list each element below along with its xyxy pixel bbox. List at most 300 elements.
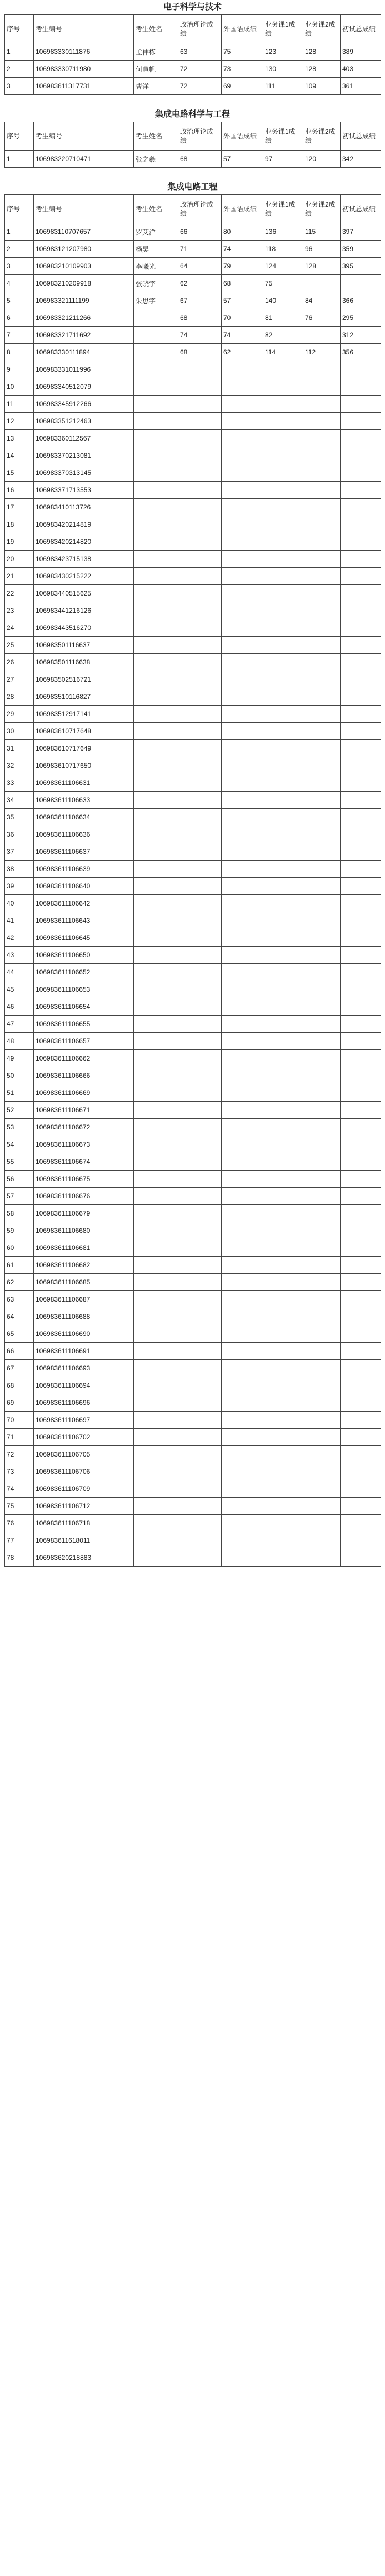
table-cell: 57 [5,1188,34,1205]
table-cell [222,723,263,740]
table-cell [222,1257,263,1274]
table-cell: 73 [5,1463,34,1480]
table-cell [263,861,303,878]
table-row [5,878,381,895]
table-cell [341,1119,381,1136]
table-cell [134,981,178,998]
table-cell [134,1084,178,1102]
table-cell [178,1084,222,1102]
table-cell [341,482,381,499]
table-cell [263,1084,303,1102]
table-cell: 106983610717648 [34,723,134,740]
table-cell: 106983340512079 [34,378,134,396]
table-cell [341,499,381,516]
table-cell [303,1153,341,1171]
table-cell: 8 [5,344,34,361]
table-cell [134,1222,178,1239]
table-cell: 106983321711692 [34,327,134,344]
table-cell [303,464,341,482]
table-cell: 106983611106712 [34,1498,134,1515]
table-cell: 6 [5,309,34,327]
table-cell [263,895,303,912]
table-cell [178,568,222,585]
table-row [5,1360,381,1377]
table-cell [263,1291,303,1308]
table-cell [341,1239,381,1257]
column-header: 外国语成绩 [222,122,263,151]
table-cell [222,1084,263,1102]
table-cell: 130 [263,61,303,78]
table-cell [341,895,381,912]
table-cell [134,1360,178,1377]
table-cell: 35 [5,809,34,826]
table-cell [134,1257,178,1274]
table-cell: 曹洋 [134,78,178,95]
table-cell: 295 [341,309,381,327]
table-cell: 36 [5,826,34,843]
table-cell [178,1171,222,1188]
table-row [5,809,381,826]
table-cell [134,1515,178,1532]
table-cell: 64 [178,258,222,275]
table-cell: 68 [5,1377,34,1394]
table-cell: 66 [5,1343,34,1360]
table-cell [303,1515,341,1532]
table-cell [263,1377,303,1394]
table-cell [263,1446,303,1463]
table-row [5,344,381,361]
table-cell [222,826,263,843]
table-cell [134,1446,178,1463]
table-cell [134,637,178,654]
table-row [5,1446,381,1463]
table-cell [134,895,178,912]
table-cell [341,1498,381,1515]
table-row [5,1480,381,1498]
table-cell: 106983121207980 [34,241,134,258]
table-cell: 18 [5,516,34,533]
table-cell: 37 [5,843,34,861]
table-cell [134,1102,178,1119]
table-cell: 70 [222,309,263,327]
table-cell [222,1033,263,1050]
table-cell: 67 [5,1360,34,1377]
table-cell: 106983611106687 [34,1291,134,1308]
table-row [5,1308,381,1325]
table-cell: 342 [341,151,381,168]
table-cell [134,413,178,430]
table-cell: 72 [178,78,222,95]
table-cell [263,757,303,774]
score-table [4,122,381,168]
table-cell [341,1016,381,1033]
table-cell: 106983610717650 [34,757,134,774]
table-cell [263,1515,303,1532]
table-cell: 22 [5,585,34,602]
table-cell [263,1412,303,1429]
table-row [5,1274,381,1291]
table-cell [303,378,341,396]
table-cell [303,1549,341,1567]
table-cell [341,378,381,396]
table-cell [134,1549,178,1567]
table-row [5,585,381,602]
table-cell [222,447,263,464]
table-cell: 20 [5,551,34,568]
table-row [5,1463,381,1480]
table-cell: 106983611106639 [34,861,134,878]
table-cell [341,568,381,585]
table-cell [303,1067,341,1084]
table-cell [178,826,222,843]
table-cell [178,947,222,964]
table-cell: 106983430215222 [34,568,134,585]
table-cell [134,482,178,499]
table-cell [222,1325,263,1343]
table-cell [178,774,222,792]
column-header: 外国语成绩 [222,195,263,223]
table-row [5,1067,381,1084]
table-cell [263,464,303,482]
table-cell [263,1033,303,1050]
table-cell: 21 [5,568,34,585]
table-cell [341,619,381,637]
table-cell [134,1274,178,1291]
table-cell [263,1016,303,1033]
column-header: 考生编号 [34,122,134,151]
table-cell [341,706,381,723]
table-cell [263,516,303,533]
table-row [5,637,381,654]
table-cell: 81 [263,309,303,327]
table-cell [341,602,381,619]
table-cell [341,1463,381,1480]
table-cell [222,1394,263,1412]
table-cell: 361 [341,78,381,95]
table-row [5,654,381,671]
table-cell: 38 [5,861,34,878]
table-row [5,1016,381,1033]
table-cell: 106983360112567 [34,430,134,447]
table-cell: 106983611106666 [34,1067,134,1084]
table-cell [222,792,263,809]
table-cell [222,378,263,396]
table-cell [222,1412,263,1429]
table-cell [178,1498,222,1515]
table-cell: 106983611106640 [34,878,134,895]
table-cell: 106983611106636 [34,826,134,843]
table-cell [134,706,178,723]
table-cell [178,637,222,654]
table-cell [178,688,222,706]
table-row [5,151,381,168]
table-cell [222,568,263,585]
table-row [5,1205,381,1222]
table-cell: 106983370213081 [34,447,134,464]
table-cell: 9 [5,361,34,378]
table-cell [178,895,222,912]
table-cell [134,551,178,568]
table-cell: 82 [263,327,303,344]
table-row [5,258,381,275]
table-cell [178,396,222,413]
table-cell: 57 [222,151,263,168]
table-row [5,757,381,774]
table-cell: 106983370313145 [34,464,134,482]
table-cell [303,1084,341,1102]
table-cell: 69 [5,1394,34,1412]
table-cell [178,1274,222,1291]
table-cell: 58 [5,1205,34,1222]
table-row [5,1153,381,1171]
table-cell [178,1515,222,1532]
table-cell: 128 [303,61,341,78]
table-cell [222,602,263,619]
table-cell [303,1308,341,1325]
table-cell: 359 [341,241,381,258]
table-cell: 106983611106691 [34,1343,134,1360]
table-cell [178,602,222,619]
table-cell [178,464,222,482]
column-header: 政治理论成绩 [178,195,222,223]
table-cell: 106983611106637 [34,843,134,861]
table-cell: 57 [222,292,263,309]
table-cell: 128 [303,258,341,275]
table-cell [263,981,303,998]
table-cell: 106983611106675 [34,1171,134,1188]
table-cell [134,533,178,551]
table-cell [178,378,222,396]
table-cell: 106983611106693 [34,1360,134,1377]
table-cell [222,430,263,447]
table-cell: 63 [5,1291,34,1308]
table-row [5,275,381,292]
table-cell [303,1136,341,1153]
table-cell [303,482,341,499]
table-cell [303,843,341,861]
table-cell [303,998,341,1016]
table-cell: 李曦光 [134,258,178,275]
table-cell: 106983510116827 [34,688,134,706]
table-cell [303,706,341,723]
table-cell: 395 [341,258,381,275]
table-cell [303,585,341,602]
table-cell: 55 [5,1153,34,1171]
table-cell: 97 [263,151,303,168]
table-cell: 389 [341,43,381,61]
table-cell [178,1394,222,1412]
table-row [5,947,381,964]
table-cell [178,671,222,688]
table-cell: 62 [5,1274,34,1291]
table-cell: 17 [5,499,34,516]
table-cell [341,843,381,861]
column-header: 业务课2成绩 [303,15,341,43]
table-cell: 106983611106696 [34,1394,134,1412]
column-header: 考生编号 [34,15,134,43]
column-header: 政治理论成绩 [178,15,222,43]
table-cell [303,878,341,895]
table-cell [178,1205,222,1222]
table-cell [263,1102,303,1119]
table-cell: 106983441216126 [34,602,134,619]
table-cell: 106983321211266 [34,309,134,327]
table-cell: 40 [5,895,34,912]
table-cell [222,1067,263,1084]
table-cell: 106983611106643 [34,912,134,929]
table-cell [303,361,341,378]
table-row [5,1515,381,1532]
table-row [5,1325,381,1343]
table-cell [178,878,222,895]
table-cell: 312 [341,327,381,344]
table-cell [134,1463,178,1480]
table-row [5,1084,381,1102]
table-cell [263,912,303,929]
table-cell [134,809,178,826]
table-cell: 46 [5,998,34,1016]
table-cell [178,499,222,516]
table-cell: 106983330111894 [34,344,134,361]
table-cell [263,637,303,654]
table-cell [303,947,341,964]
column-header: 考生编号 [34,195,134,223]
table-cell: 54 [5,1136,34,1153]
table-cell [222,1171,263,1188]
table-cell [134,1033,178,1050]
column-header: 考生姓名 [134,122,178,151]
table-cell [222,740,263,757]
table-cell: 26 [5,654,34,671]
table-cell [178,1377,222,1394]
table-cell [222,516,263,533]
table-cell [303,568,341,585]
table-cell: 106983611106671 [34,1102,134,1119]
table-cell: 25 [5,637,34,654]
table-cell [178,912,222,929]
table-row [5,292,381,309]
table-row [5,740,381,757]
table-cell: 76 [303,309,341,327]
table-cell: 69 [222,78,263,95]
table-cell [134,1016,178,1033]
table-cell [303,654,341,671]
score-table [4,14,381,95]
table-cell [341,464,381,482]
table-cell [263,1549,303,1567]
table-cell: 106983512917141 [34,706,134,723]
table-cell [263,585,303,602]
table-cell [263,792,303,809]
table-cell: 106983611106680 [34,1222,134,1239]
table-cell: 112 [303,344,341,361]
table-cell: 397 [341,223,381,241]
table-cell: 78 [5,1549,34,1567]
table-cell [341,740,381,757]
column-header: 业务课2成绩 [303,195,341,223]
table-cell: 61 [5,1257,34,1274]
table-cell [222,981,263,998]
table-cell: 68 [222,275,263,292]
table-row [5,964,381,981]
table-cell: 30 [5,723,34,740]
table-cell [263,1360,303,1377]
table-row [5,378,381,396]
table-cell [134,671,178,688]
table-cell: 71 [178,241,222,258]
table-cell [134,688,178,706]
table-cell [178,585,222,602]
table-cell [341,516,381,533]
table-cell [263,740,303,757]
table-cell: 80 [222,223,263,241]
table-cell [341,1171,381,1188]
column-header: 序号 [5,15,34,43]
table-cell [341,413,381,430]
table-cell [178,740,222,757]
table-cell: 106983611106634 [34,809,134,826]
table-cell [222,464,263,482]
table-row [5,1549,381,1567]
table-cell [263,1343,303,1360]
table-cell [178,1360,222,1377]
table-cell [178,981,222,998]
table-cell [222,1102,263,1119]
table-cell [341,1412,381,1429]
table-cell: 张晓宇 [134,275,178,292]
table-cell: 106983611106679 [34,1205,134,1222]
table-row [5,396,381,413]
table-cell: 14 [5,447,34,464]
table-cell: 52 [5,1102,34,1119]
table-cell [263,1274,303,1291]
table-cell: 106983501116637 [34,637,134,654]
table-cell: 34 [5,792,34,809]
table-cell [222,1343,263,1360]
table-cell [303,1291,341,1308]
table-row [5,464,381,482]
table-cell [134,843,178,861]
table-cell: 60 [5,1239,34,1257]
table-cell [222,1498,263,1515]
table-cell [263,1188,303,1205]
table-cell [178,1257,222,1274]
table-cell [303,1498,341,1515]
table-cell [178,809,222,826]
table-cell: 106983220710471 [34,151,134,168]
table-cell [222,1136,263,1153]
table-row [5,568,381,585]
table-cell [222,1222,263,1239]
table-cell [341,1325,381,1343]
table-cell [222,1291,263,1308]
table-row [5,602,381,619]
table-cell [134,378,178,396]
table-cell [222,1377,263,1394]
table-row [5,1394,381,1412]
table-cell [222,1532,263,1549]
table-cell [178,964,222,981]
table-cell [303,1050,341,1067]
table-row [5,981,381,998]
table-row [5,1171,381,1188]
section-title: 集成电路科学与工程 [154,109,230,119]
table-row [5,1257,381,1274]
table-cell [341,447,381,464]
table-cell [341,1257,381,1274]
table-cell: 106983321111199 [34,292,134,309]
table-cell: 74 [178,327,222,344]
